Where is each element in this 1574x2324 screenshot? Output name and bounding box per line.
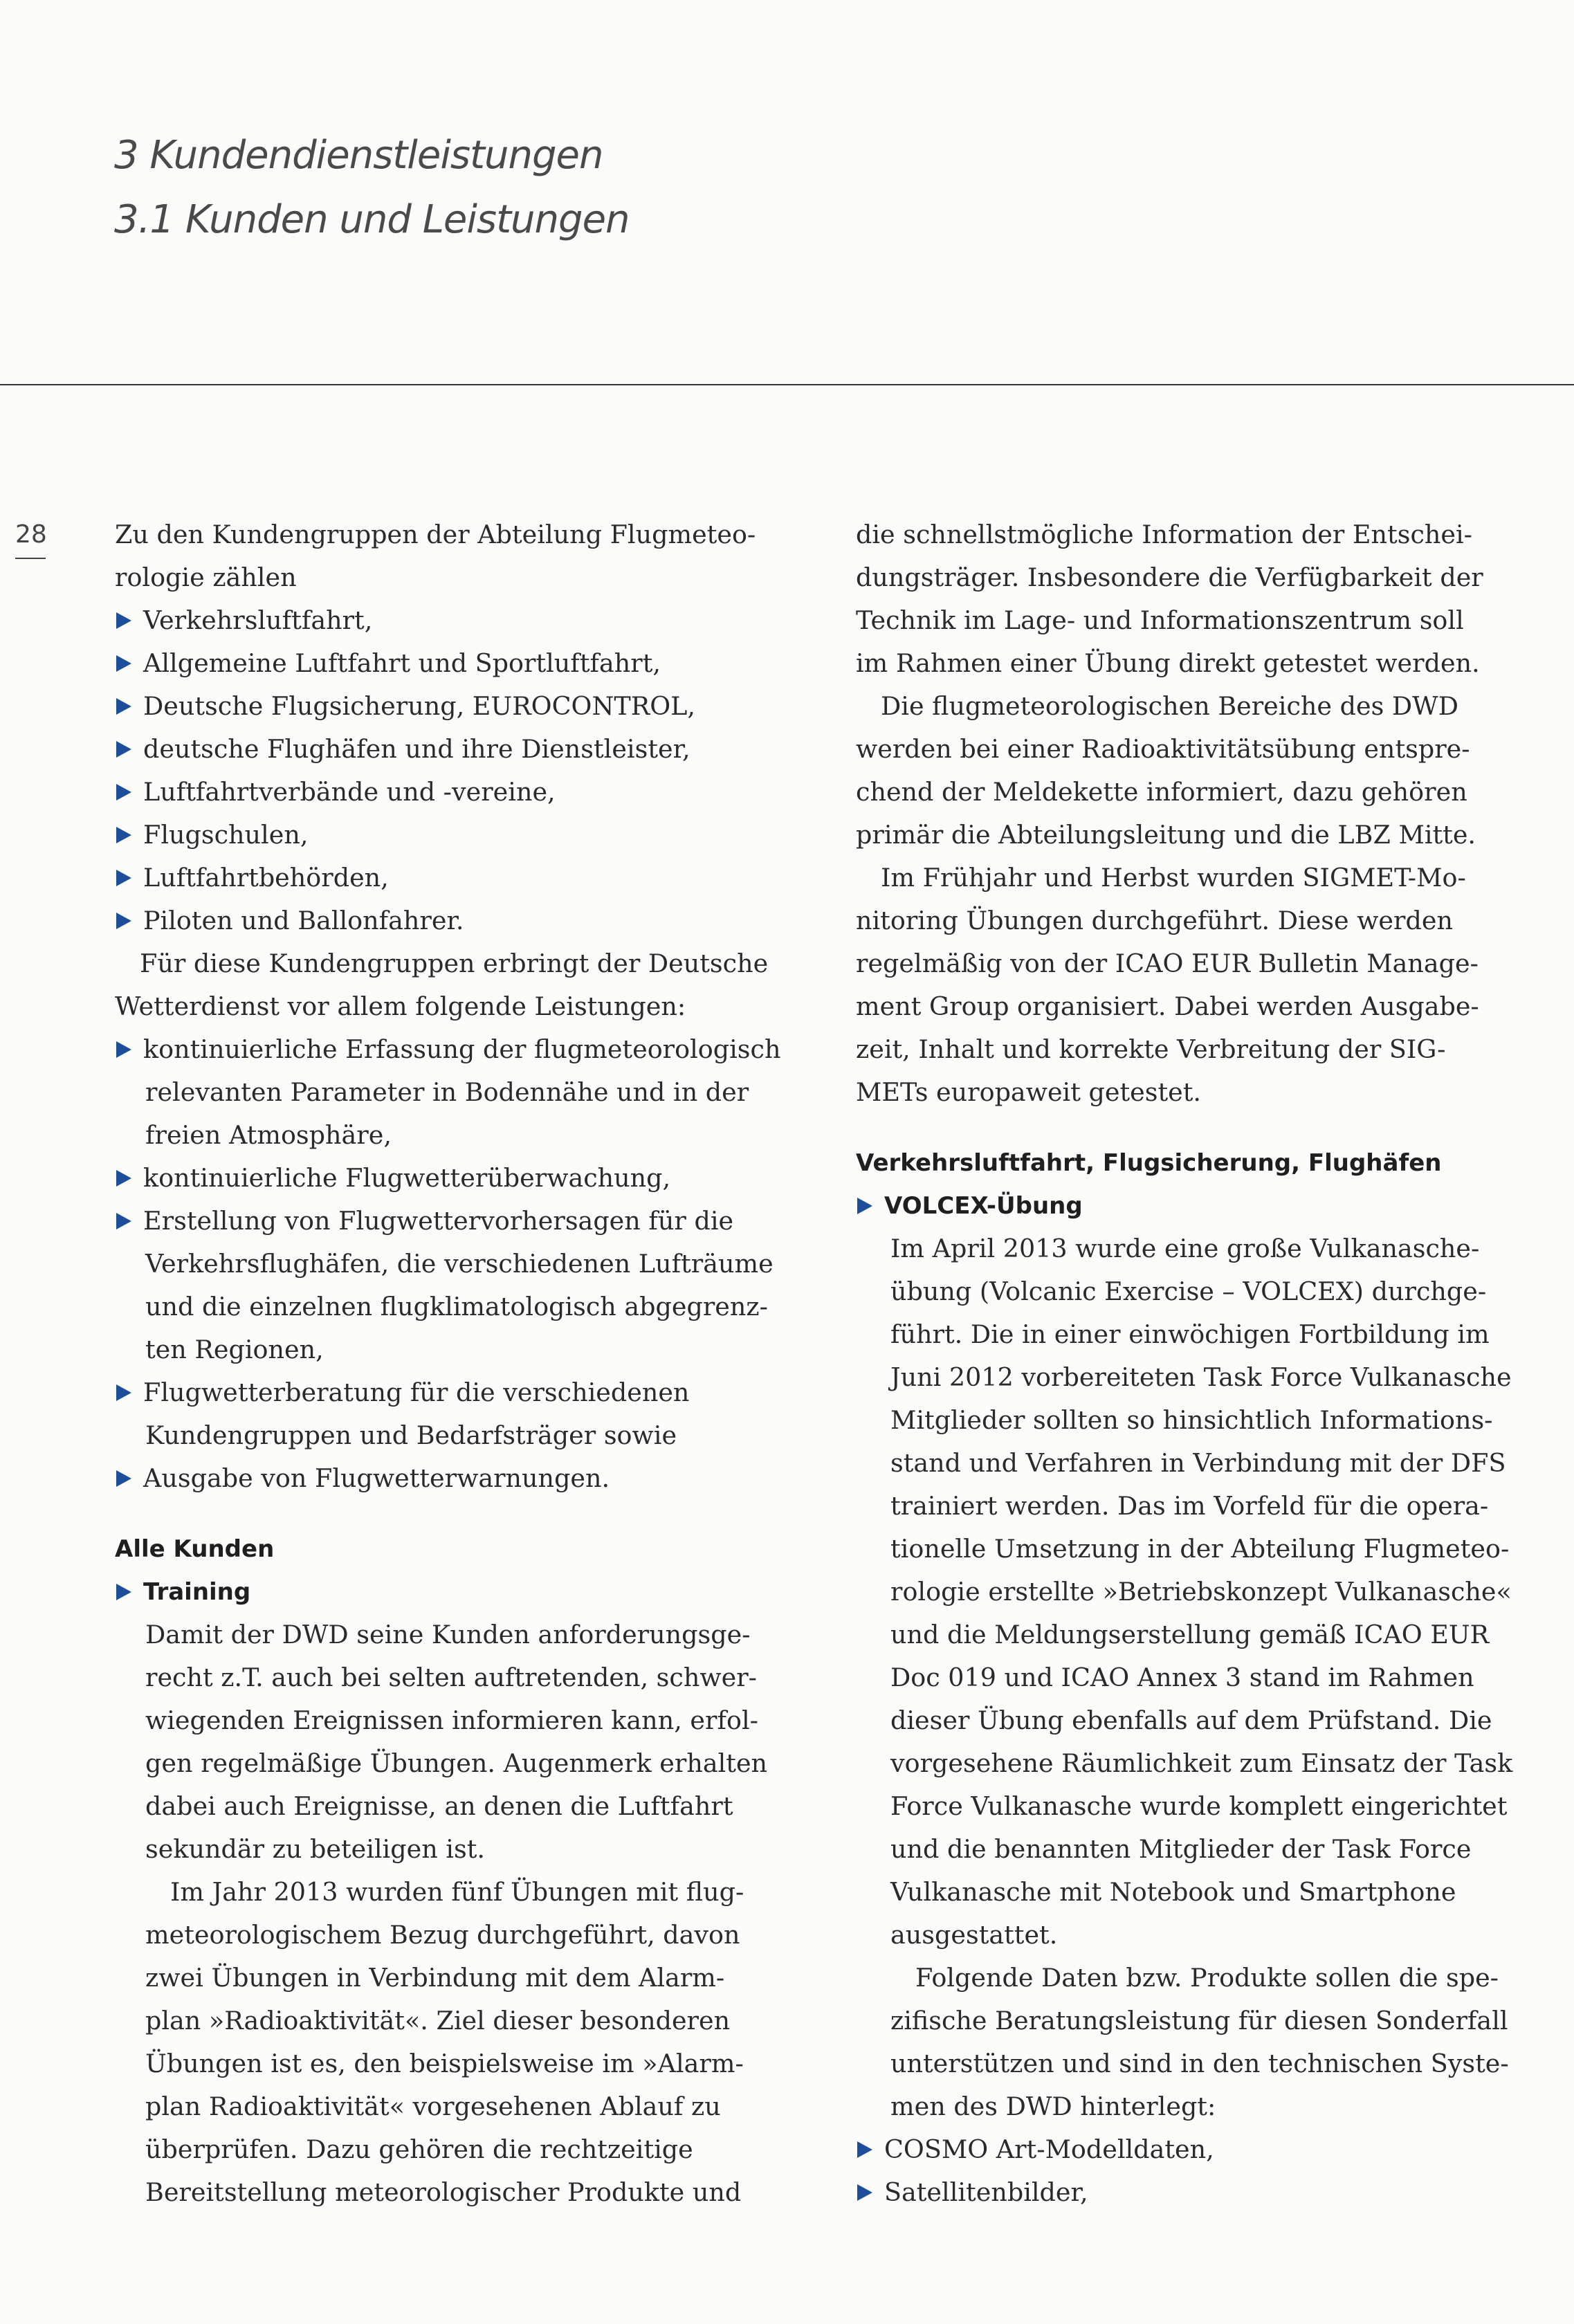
body-line: Die flugmeteorologischen Bereiche des DWD [881,691,1458,721]
body-line: METs europaweit getestet. [856,1077,1201,1107]
page-number-underline [15,558,46,559]
volcex-line: Im April 2013 wurde eine große Vulkanasche- [890,1234,1480,1263]
volcex-line: und die benannten Mitglieder der Task Force [890,1834,1472,1864]
customer-group-item: deutsche Flughäfen und ihre Dienstleister, [115,728,800,771]
body-line: dungsträger. Insbesondere die Verfügbarkeit der [856,562,1483,592]
training-line: gen regelmäßige Übungen. Augenmerk erhalten [145,1748,768,1778]
service-item-cont: ten Regionen, [145,1335,324,1364]
customer-group-item: Luftfahrtbehörden, [115,857,800,899]
volcex-line: und die Meldungserstellung gemäß ICAO EUR [890,1620,1490,1649]
volcex-line: vorgesehene Räumlichkeit zum Einsatz der Task [890,1748,1513,1778]
volcex-line: unterstützen und sind in den technischen Syste- [890,2049,1509,2078]
body-line: Technik im Lage- und Informationszentrum soll [856,605,1464,635]
training-line: Im Jahr 2013 wurden fünf Übungen mit flug- [170,1877,744,1907]
product-item: COSMO Art-Modelldaten, [856,2128,1534,2171]
service-item-cont: Kundengruppen und Bedarfsträger sowie [145,1420,677,1450]
volcex-line: Mitglieder sollten so hinsichtlich Informations- [890,1405,1493,1435]
training-line: meteorologischem Bezug durchgeführt, davon [145,1920,740,1950]
volcex-line: Folgende Daten bzw. Produkte sollen die spe- [915,1963,1499,1993]
services-intro-line: Für diese Kundengruppen erbringt der Deutsche [140,949,769,978]
volcex-line: Juni 2012 vorbereiteten Task Force Vulkanasche [890,1362,1512,1392]
service-item-cont: freien Atmosphäre, [145,1120,392,1150]
volcex-line: Doc 019 und ICAO Annex 3 stand im Rahmen [890,1663,1474,1692]
volcex-line: dieser Übung ebenfalls auf dem Prüfstand. Die [890,1705,1492,1735]
body-line: nitoring Übungen durchgeführt. Diese werden [856,906,1453,935]
training-line: zwei Übungen in Verbindung mit dem Alarm- [145,1963,725,1993]
service-item: kontinuierliche Flugwetterüberwachung, [115,1157,800,1200]
service-item-cont: relevanten Parameter in Bodennähe und in der [145,1077,749,1107]
training-line: plan »Radioaktivität«. Ziel dieser besonderen [145,2006,731,2035]
volcex-line: Force Vulkanasche wurde komplett eingerichtet [890,1791,1508,1821]
chapter-title: 3 Kundendienstleistungen [114,133,603,178]
customer-group-item: Deutsche Flugsicherung, EUROCONTROL, [115,685,800,728]
volcex-line: rologie erstellte »Betriebskonzept Vulkanasche« [890,1577,1512,1607]
section-heading-verkehrsluftfahrt: Verkehrsluftfahrt, Flugsicherung, Flughäfen [856,1149,1442,1177]
training-line: wiegenden Ereignissen informieren kann, erfol- [145,1705,758,1735]
training-line: überprüfen. Dazu gehören die rechtzeitige [145,2134,693,2164]
training-line: Damit der DWD seine Kunden anforderungsge- [145,1620,751,1649]
training-line: Übungen ist es, den beispielsweise im »Alarm- [145,2049,744,2078]
intro-line: rologie zählen [115,562,297,592]
right-column [856,513,1534,2214]
section-heading-alle-kunden: Alle Kunden [115,1535,275,1563]
body-line: regelmäßig von der ICAO EUR Bulletin Manage- [856,949,1479,978]
header-divider [0,384,1574,385]
body-line: primär die Abteilungsleitung und die LBZ Mitte. [856,820,1476,850]
volcex-line: tionelle Umsetzung in der Abteilung Flugmeteo- [890,1534,1510,1564]
body-line: ment Group organisiert. Dabei werden Ausgabe- [856,991,1479,1021]
section-title: 3.1 Kunden und Leistungen [114,197,630,242]
subheading-training: Training [115,1571,800,1613]
customer-group-item: Piloten und Ballonfahrer. [115,899,800,942]
services-intro-line: Wetterdienst vor allem folgende Leistungen: [115,991,686,1021]
service-item: Ausgabe von Flugwetterwarnungen. [115,1457,800,1500]
body-line: chend der Meldekette informiert, dazu gehören [856,777,1467,807]
volcex-line: stand und Verfahren in Verbindung mit der DFS [890,1448,1506,1478]
service-item: kontinuierliche Erfassung der flugmeteorologisch [115,1028,800,1071]
customer-group-item: Flugschulen, [115,814,800,857]
page-number: 28 [15,520,47,549]
training-line: plan Radioaktivität« vorgesehenen Ablauf zu [145,2092,721,2121]
volcex-line: men des DWD hinterlegt: [890,2092,1216,2121]
service-item: Flugwetterberatung für die verschiedenen [115,1371,800,1414]
body-line: die schnellstmögliche Information der Entschei- [856,520,1473,549]
training-line: sekundär zu beteiligen ist. [145,1834,485,1864]
volcex-line: übung (Volcanic Exercise – VOLCEX) durchge- [890,1277,1487,1306]
service-item-cont: und die einzelnen flugklimatologisch abgegrenz- [145,1292,768,1321]
volcex-line: ausgestattet. [890,1920,1058,1950]
body-line: Im Frühjahr und Herbst wurden SIGMET-Mo- [881,863,1466,893]
left-column [115,513,800,2214]
volcex-line: führt. Die in einer einwöchigen Fortbildung im [890,1319,1490,1349]
training-line: Bereitstellung meteorologischer Produkte und [145,2177,742,2207]
body-line: zeit, Inhalt und korrekte Verbreitung der SIG- [856,1034,1446,1064]
body-line: werden bei einer Radioaktivitätsübung entspre- [856,734,1470,764]
volcex-line: Vulkanasche mit Notebook und Smartphone [890,1877,1456,1907]
intro-line: Zu den Kundengruppen der Abteilung Flugmeteo- [115,520,756,549]
product-item: Satellitenbilder, [856,2171,1534,2214]
volcex-line: trainiert werden. Das im Vorfeld für die opera- [890,1491,1489,1521]
volcex-line: zifische Beratungsleistung für diesen Sonderfall [890,2006,1508,2035]
service-item: Erstellung von Flugwettervorhersagen für die [115,1200,800,1243]
subheading-volcex: VOLCEX-Übung [856,1184,1534,1227]
training-line: recht z.T. auch bei selten auftretenden, schwer- [145,1663,757,1692]
body-line: im Rahmen einer Übung direkt getestet werden. [856,648,1480,678]
customer-group-item: Luftfahrtverbände und -vereine, [115,771,800,814]
customer-group-item: Allgemeine Luftfahrt und Sportluftfahrt, [115,642,800,685]
customer-group-item: Verkehrsluftfahrt, [115,599,800,642]
service-item-cont: Verkehrsflughäfen, die verschiedenen Lufträume [145,1249,774,1279]
training-line: dabei auch Ereignisse, an denen die Luftfahrt [145,1791,733,1821]
